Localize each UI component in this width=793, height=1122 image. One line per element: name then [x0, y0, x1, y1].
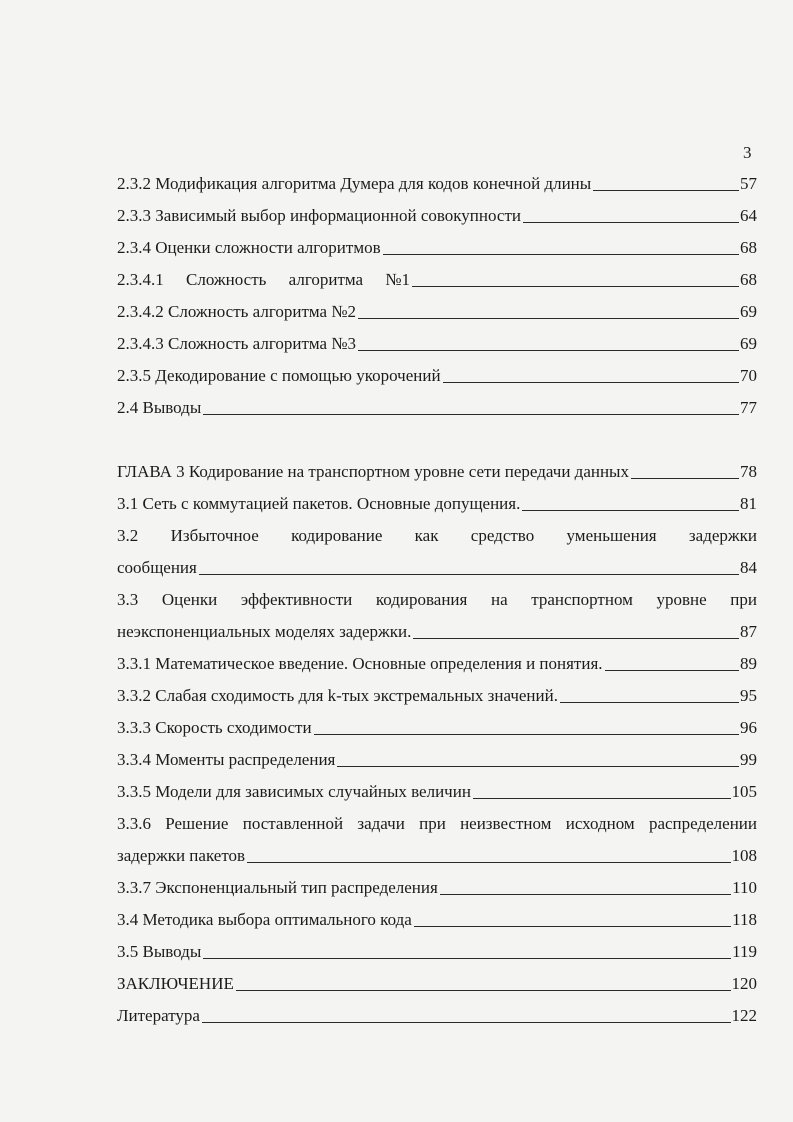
- toc-entry-title: 2.3.3 Зависимый выбор информационной совокупности: [117, 206, 521, 225]
- toc-page-number: 105: [731, 782, 757, 801]
- toc-leader: [202, 1021, 731, 1023]
- toc-entry: [117, 808, 757, 872]
- toc-page-number: 122: [731, 1006, 757, 1025]
- toc-leader: [560, 701, 739, 703]
- toc-entry-title: неэкспоненциальных моделях задержки.: [117, 622, 412, 641]
- toc-entry-title: 3.3.7 Экспоненциальный тип распределения: [117, 878, 438, 897]
- toc-leader: [440, 893, 731, 895]
- toc-entry: [117, 936, 757, 968]
- toc-entry-title: 3.3.2 Слабая сходимость для k-тых экстремальных значений.: [117, 686, 558, 705]
- toc-page-number: 77: [740, 398, 757, 417]
- toc-entry-title-line1: 3.3.6 Решение поставленной задачи при неизвестном исходном распределении: [117, 814, 757, 833]
- toc-leader: [314, 733, 739, 735]
- toc-leader: [413, 637, 739, 639]
- toc-page-number: 110: [732, 878, 757, 897]
- toc-page-number: 57: [740, 174, 757, 193]
- toc-entry: [117, 904, 757, 936]
- toc-leader: [523, 221, 739, 223]
- toc-entry: [117, 392, 757, 424]
- toc-leader: [605, 669, 739, 671]
- toc-entry-title-line1: 3.2 Избыточное кодирование как средство уменьшения задержки: [117, 526, 757, 545]
- toc-entry: [117, 776, 757, 808]
- toc-entry: [117, 744, 757, 776]
- toc-entry-title: Литература: [117, 1006, 200, 1025]
- toc-leader: [358, 349, 739, 351]
- toc-entry-title: 2.4 Выводы: [117, 398, 202, 417]
- toc-entry-title: 2.3.4.2 Сложность алгоритма №2: [117, 302, 357, 321]
- toc-page-number: 108: [731, 846, 757, 865]
- toc-leader: [412, 285, 739, 287]
- toc-page-number: 69: [740, 302, 757, 321]
- toc-page-number: 69: [740, 334, 757, 353]
- toc-entry-title: 2.3.2 Модификация алгоритма Думера для кодов конечной длины: [117, 174, 592, 193]
- toc-leader: [236, 989, 731, 991]
- toc-leader: [358, 317, 739, 319]
- toc-entry: [117, 456, 757, 488]
- section-gap: [117, 424, 757, 456]
- toc-entry: [117, 680, 757, 712]
- toc-entry: [117, 872, 757, 904]
- toc-entry-title: задержки пакетов: [117, 846, 246, 865]
- toc-entry-title: 2.3.4.3 Сложность алгоритма №3: [117, 334, 357, 353]
- toc-entry: [117, 200, 757, 232]
- toc-page-number: 68: [740, 270, 757, 289]
- toc-entry-title: 3.5 Выводы: [117, 942, 202, 961]
- toc-entry: [117, 584, 757, 648]
- toc-leader: [203, 957, 731, 959]
- toc-entry-title-line1: 3.3 Оценки эффективности кодирования на транспортном уровне при: [117, 590, 757, 609]
- toc-page-number: 70: [740, 366, 757, 385]
- toc-page-number: 84: [740, 558, 757, 577]
- page-number: 3: [743, 143, 752, 162]
- toc-leader: [383, 253, 739, 255]
- toc-page-number: 78: [740, 462, 757, 481]
- toc-page-number: 89: [740, 654, 757, 673]
- toc-entry-title: 3.3.4 Моменты распределения: [117, 750, 336, 769]
- toc-entry-title: ГЛАВА 3 Кодирование на транспортном уровне сети передачи данных: [117, 462, 629, 481]
- toc-page-number: 64: [740, 206, 757, 225]
- toc-entry: [117, 232, 757, 264]
- toc-entry: [117, 1000, 757, 1032]
- toc-entry-title: 3.3.1 Математическое введение. Основные определения и понятия.: [117, 654, 603, 673]
- toc-page-number: 96: [740, 718, 757, 737]
- toc-page-number: 120: [731, 974, 757, 993]
- toc-page-number: 68: [740, 238, 757, 257]
- toc-leader: [522, 509, 739, 511]
- toc-entry: [117, 488, 757, 520]
- toc-leader: [443, 381, 739, 383]
- toc-entry: [117, 520, 757, 584]
- toc-entry-title: 2.3.5 Декодирование с помощью укорочений: [117, 366, 441, 385]
- toc-entry: [117, 264, 757, 296]
- toc-leader: [199, 573, 739, 575]
- toc-leader: [631, 477, 739, 479]
- toc-leader: [414, 925, 731, 927]
- toc-entry-title: 2.3.4 Оценки сложности алгоритмов: [117, 238, 381, 257]
- toc-leader: [247, 861, 730, 863]
- toc-entry-title: 3.3.5 Модели для зависимых случайных величин: [117, 782, 471, 801]
- toc-entry-title: 2.3.4.1 Сложность алгоритма №1: [117, 270, 411, 289]
- toc-page-number: 87: [740, 622, 757, 641]
- toc-entry: [117, 168, 757, 200]
- toc-leader: [337, 765, 739, 767]
- toc-entry: [117, 968, 757, 1000]
- toc-leader: [593, 189, 739, 191]
- toc-page-number: 119: [732, 942, 757, 961]
- toc-entry-title: ЗАКЛЮЧЕНИЕ: [117, 974, 234, 993]
- toc-leader: [473, 797, 731, 799]
- toc-entry-title: 3.3.3 Скорость сходимости: [117, 718, 312, 737]
- toc-entry: [117, 360, 757, 392]
- toc-page-number: 118: [732, 910, 757, 929]
- toc-page-number: 99: [740, 750, 757, 769]
- toc-entry-title: 3.4 Методика выбора оптимального кода: [117, 910, 412, 929]
- toc-page-number: 81: [740, 494, 757, 513]
- toc-entry: [117, 648, 757, 680]
- toc-entry: [117, 328, 757, 360]
- toc-page-number: 95: [740, 686, 757, 705]
- toc-leader: [203, 413, 739, 415]
- table-of-contents: [117, 168, 757, 1032]
- toc-entry: [117, 712, 757, 744]
- toc-entry-title: сообщения: [117, 558, 197, 577]
- toc-entry-title: 3.1 Сеть с коммутацией пакетов. Основные допущения.: [117, 494, 521, 513]
- toc-entry: [117, 296, 757, 328]
